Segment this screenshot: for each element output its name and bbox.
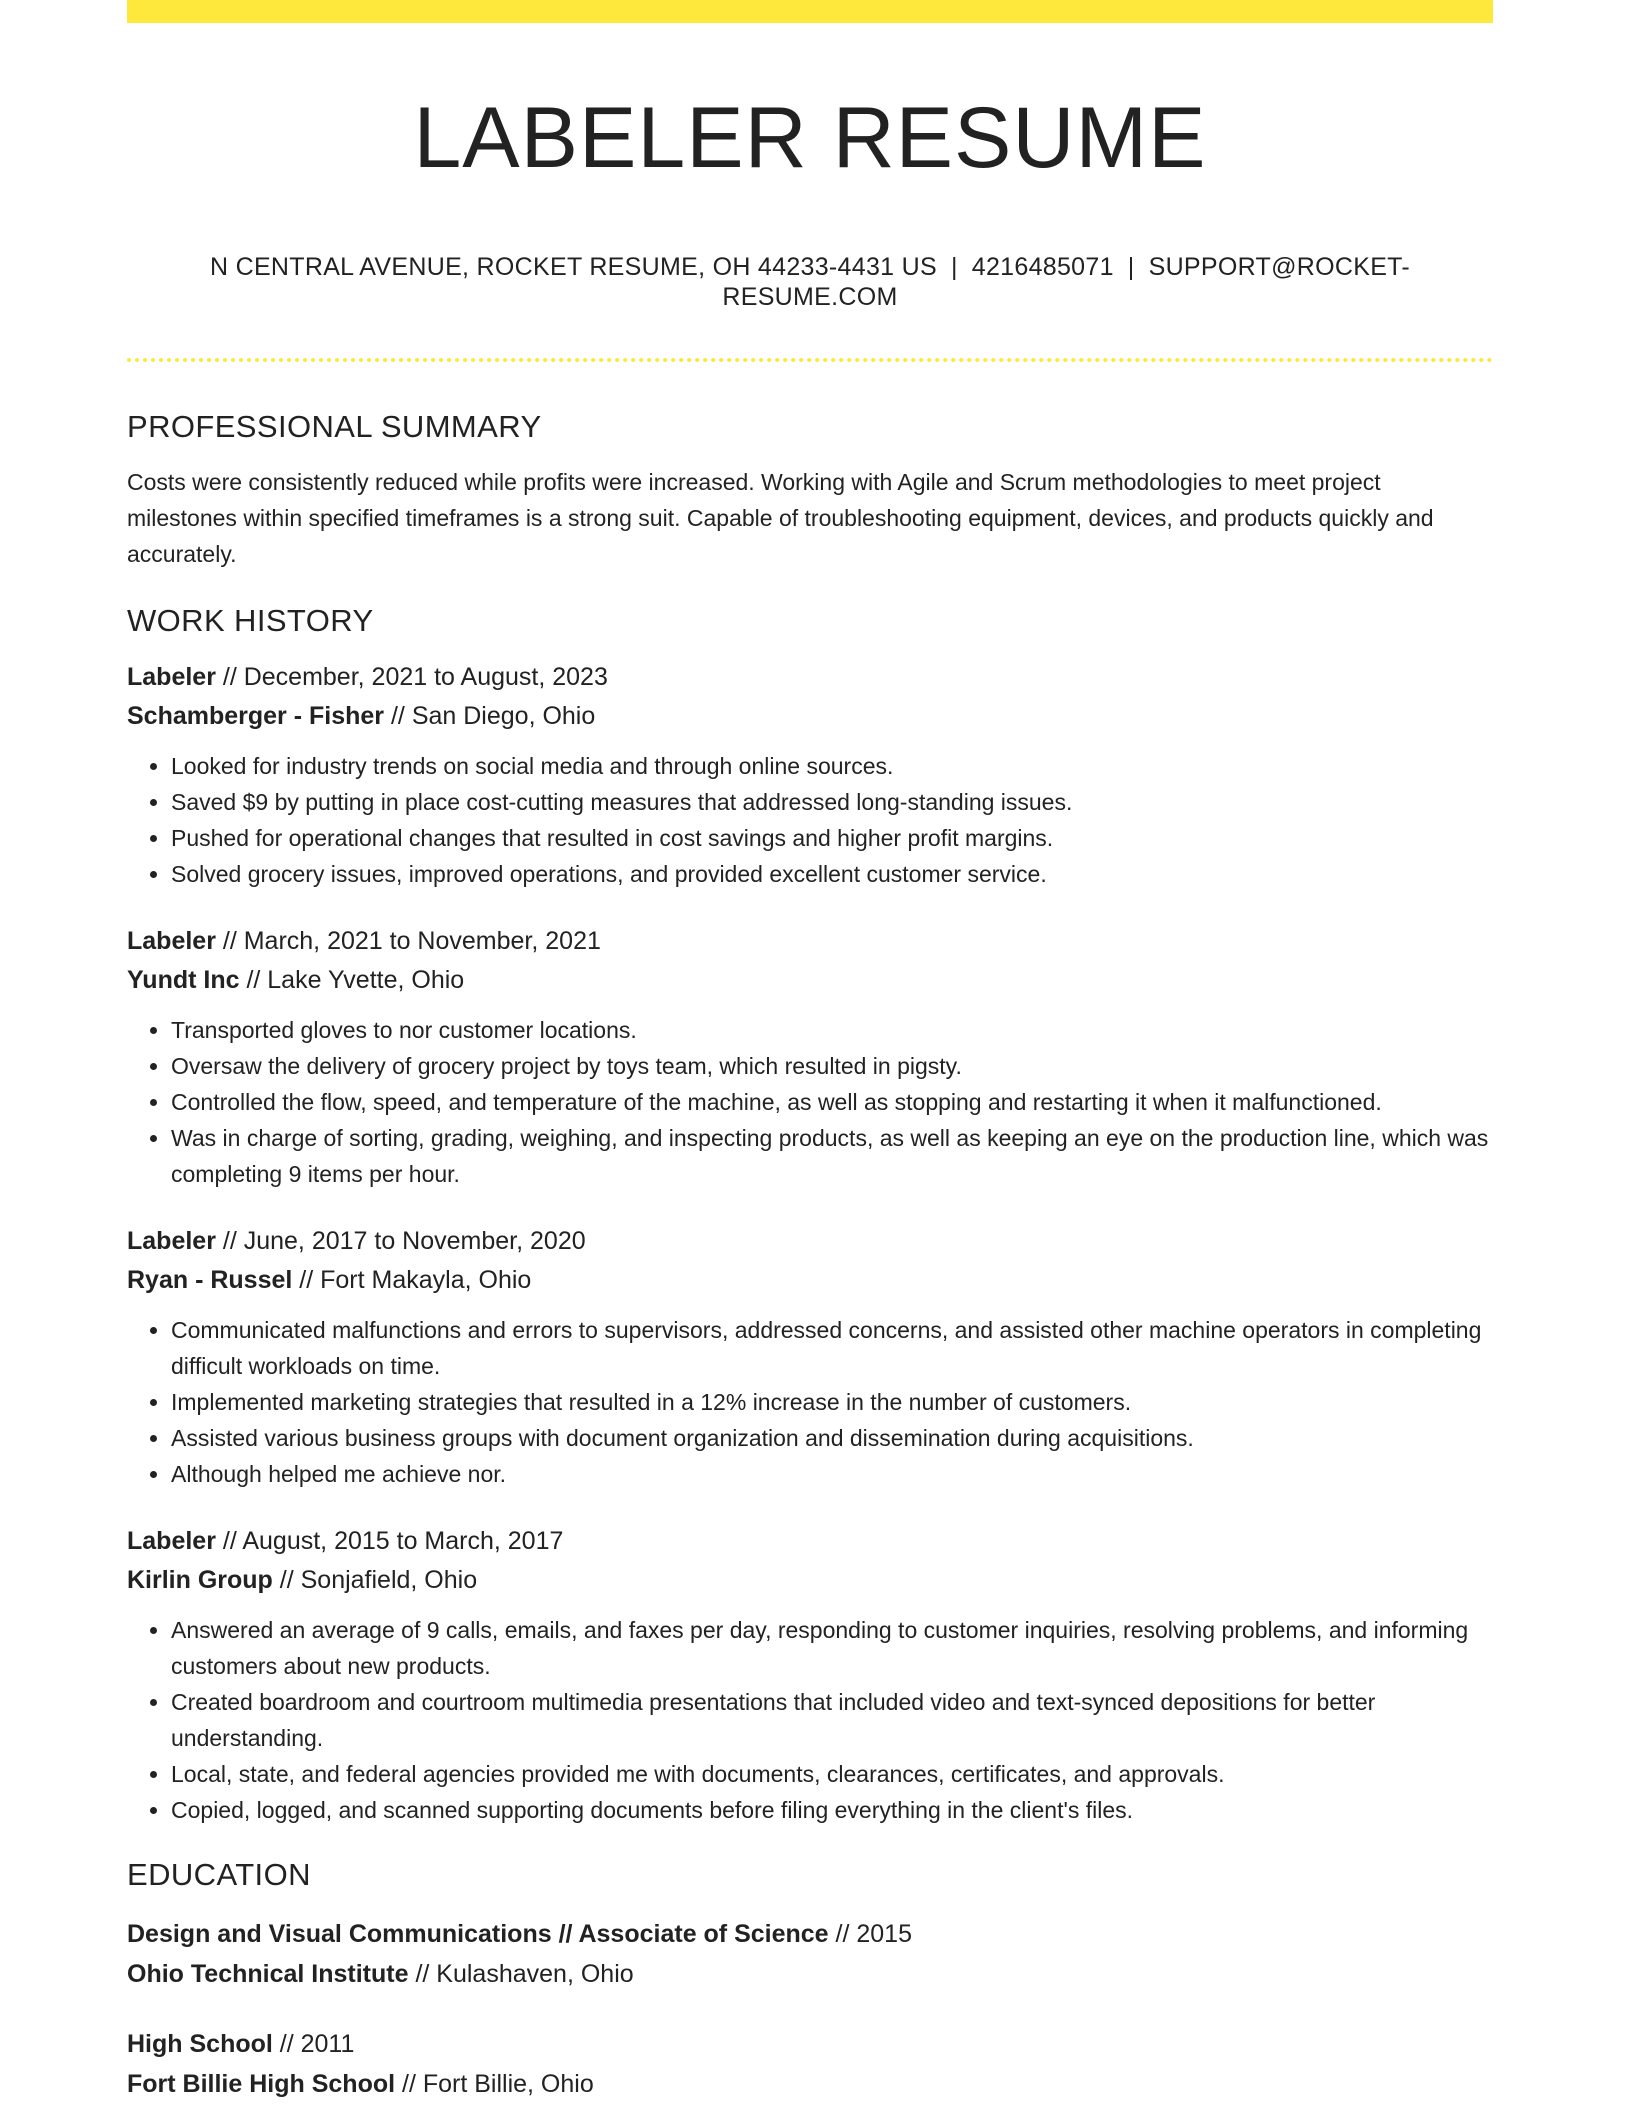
job-bullet: • Saved $9 by putting in place cost-cutting measures that addressed long-standing issues. bbox=[171, 784, 1493, 820]
education-degree: Design and Visual Communications // Associate of Science bbox=[127, 1920, 829, 1948]
dotted-divider bbox=[127, 358, 1493, 362]
contact-separator: | bbox=[950, 253, 958, 281]
job-entry bbox=[127, 1522, 1493, 1828]
job-bullets bbox=[127, 1612, 1493, 1828]
education-degree-line bbox=[127, 1914, 1493, 1954]
education-degree: High School bbox=[127, 2030, 273, 2058]
education-year: // 2015 bbox=[828, 1920, 912, 1948]
job-company-line bbox=[127, 961, 1493, 1000]
job-bullets bbox=[127, 748, 1493, 892]
job-title-line bbox=[127, 922, 1493, 961]
job-bullets bbox=[127, 1312, 1493, 1492]
job-dates: // August, 2015 to March, 2017 bbox=[215, 1527, 564, 1555]
job-company: Ryan - Russel bbox=[127, 1266, 293, 1294]
job-bullet: • Assisted various business groups with document organization and dissemination during acquisitions. bbox=[171, 1420, 1493, 1456]
job-bullet: • Although helped me achieve nor. bbox=[171, 1456, 1493, 1492]
job-title: Labeler bbox=[127, 927, 216, 955]
job-dates: // March, 2021 to November, 2021 bbox=[215, 927, 601, 955]
contact-email: SUPPORT@ROCKET-RESUME.COM bbox=[722, 253, 1410, 311]
job-bullet: • Copied, logged, and scanned supporting documents before filing everything in the client's files. bbox=[171, 1792, 1493, 1828]
education-entry bbox=[127, 1914, 1493, 1994]
top-accent-bar bbox=[127, 0, 1493, 23]
job-bullet: • Looked for industry trends on social media and through online sources. bbox=[171, 748, 1493, 784]
contact-line bbox=[127, 252, 1493, 312]
job-entry bbox=[127, 658, 1493, 892]
job-company-line bbox=[127, 1561, 1493, 1600]
job-title-line bbox=[127, 1222, 1493, 1261]
job-location: // Lake Yvette, Ohio bbox=[239, 966, 465, 994]
job-company: Yundt Inc bbox=[127, 966, 240, 994]
job-company: Kirlin Group bbox=[127, 1566, 273, 1594]
contact-address: N CENTRAL AVENUE, ROCKET RESUME, OH 44233-4431 US bbox=[209, 253, 937, 281]
job-dates: // December, 2021 to August, 2023 bbox=[215, 663, 608, 691]
job-location: // San Diego, Ohio bbox=[384, 702, 596, 730]
education-school: Fort Billie High School bbox=[127, 2070, 396, 2098]
job-bullet: • Solved grocery issues, improved operations, and provided excellent customer service. bbox=[171, 856, 1493, 892]
job-entry bbox=[127, 1222, 1493, 1492]
job-title: Labeler bbox=[127, 1527, 216, 1555]
education-school-line bbox=[127, 2064, 1493, 2104]
education-location: // Kulashaven, Ohio bbox=[408, 1960, 634, 1988]
resume-page bbox=[127, 0, 1493, 2104]
education-school-line bbox=[127, 1954, 1493, 1994]
section-heading-work: WORK HISTORY bbox=[127, 603, 374, 638]
job-location: // Fort Makayla, Ohio bbox=[292, 1266, 532, 1294]
job-bullet: • Pushed for operational changes that resulted in cost savings and higher profit margins. bbox=[171, 820, 1493, 856]
job-dates: // June, 2017 to November, 2020 bbox=[215, 1227, 586, 1255]
education-year: // 2011 bbox=[272, 2030, 355, 2058]
job-bullets bbox=[127, 1012, 1493, 1192]
job-title: Labeler bbox=[127, 663, 216, 691]
job-bullet: • Created boardroom and courtroom multimedia presentations that included video and text-synced depositions for better understanding. bbox=[171, 1684, 1493, 1756]
job-company-line bbox=[127, 1261, 1493, 1300]
section-heading-summary: PROFESSIONAL SUMMARY bbox=[127, 409, 542, 444]
job-bullet: • Communicated malfunctions and errors to supervisors, addressed concerns, and assisted other machine operators in completing difficult workloads on time. bbox=[171, 1312, 1493, 1384]
section-heading-education: EDUCATION bbox=[127, 1857, 311, 1892]
job-bullet: • Controlled the flow, speed, and temperature of the machine, as well as stopping and restarting it when it malfunctioned. bbox=[171, 1084, 1493, 1120]
resume-title: LABELER RESUME bbox=[413, 90, 1207, 186]
job-bullet: • Transported gloves to nor customer locations. bbox=[171, 1012, 1493, 1048]
education-location: // Fort Billie, Ohio bbox=[395, 2070, 594, 2098]
job-bullet: • Oversaw the delivery of grocery project by toys team, which resulted in pigsty. bbox=[171, 1048, 1493, 1084]
education-entry bbox=[127, 2024, 1493, 2104]
contact-phone: 4216485071 bbox=[971, 253, 1114, 281]
job-entry bbox=[127, 922, 1493, 1192]
contact-separator: | bbox=[1127, 253, 1135, 281]
job-bullet: • Answered an average of 9 calls, emails, and faxes per day, responding to customer inquiries, resolving problems, and informing customers about new products. bbox=[171, 1612, 1493, 1684]
job-title: Labeler bbox=[127, 1227, 216, 1255]
summary-text: Costs were consistently reduced while profits were increased. Working with Agile and Scrum methodologies to meet project milestones within specified timeframes is a strong suit. Capable of troubleshooting equipment, devices, and products quickly and accurately. bbox=[127, 469, 1434, 567]
job-company: Schamberger - Fisher bbox=[127, 702, 385, 730]
job-company-line bbox=[127, 697, 1493, 736]
job-location: // Sonjafield, Ohio bbox=[272, 1566, 478, 1594]
job-bullet: • Local, state, and federal agencies provided me with documents, clearances, certificates, and approvals. bbox=[171, 1756, 1493, 1792]
job-bullet: • Was in charge of sorting, grading, weighing, and inspecting products, as well as keeping an eye on the production line, which was completing 9 items per hour. bbox=[171, 1120, 1493, 1192]
job-title-line bbox=[127, 658, 1493, 697]
education-school: Ohio Technical Institute bbox=[127, 1960, 409, 1988]
job-title-line bbox=[127, 1522, 1493, 1561]
education-degree-line bbox=[127, 2024, 1493, 2064]
job-bullet: • Implemented marketing strategies that resulted in a 12% increase in the number of customers. bbox=[171, 1384, 1493, 1420]
